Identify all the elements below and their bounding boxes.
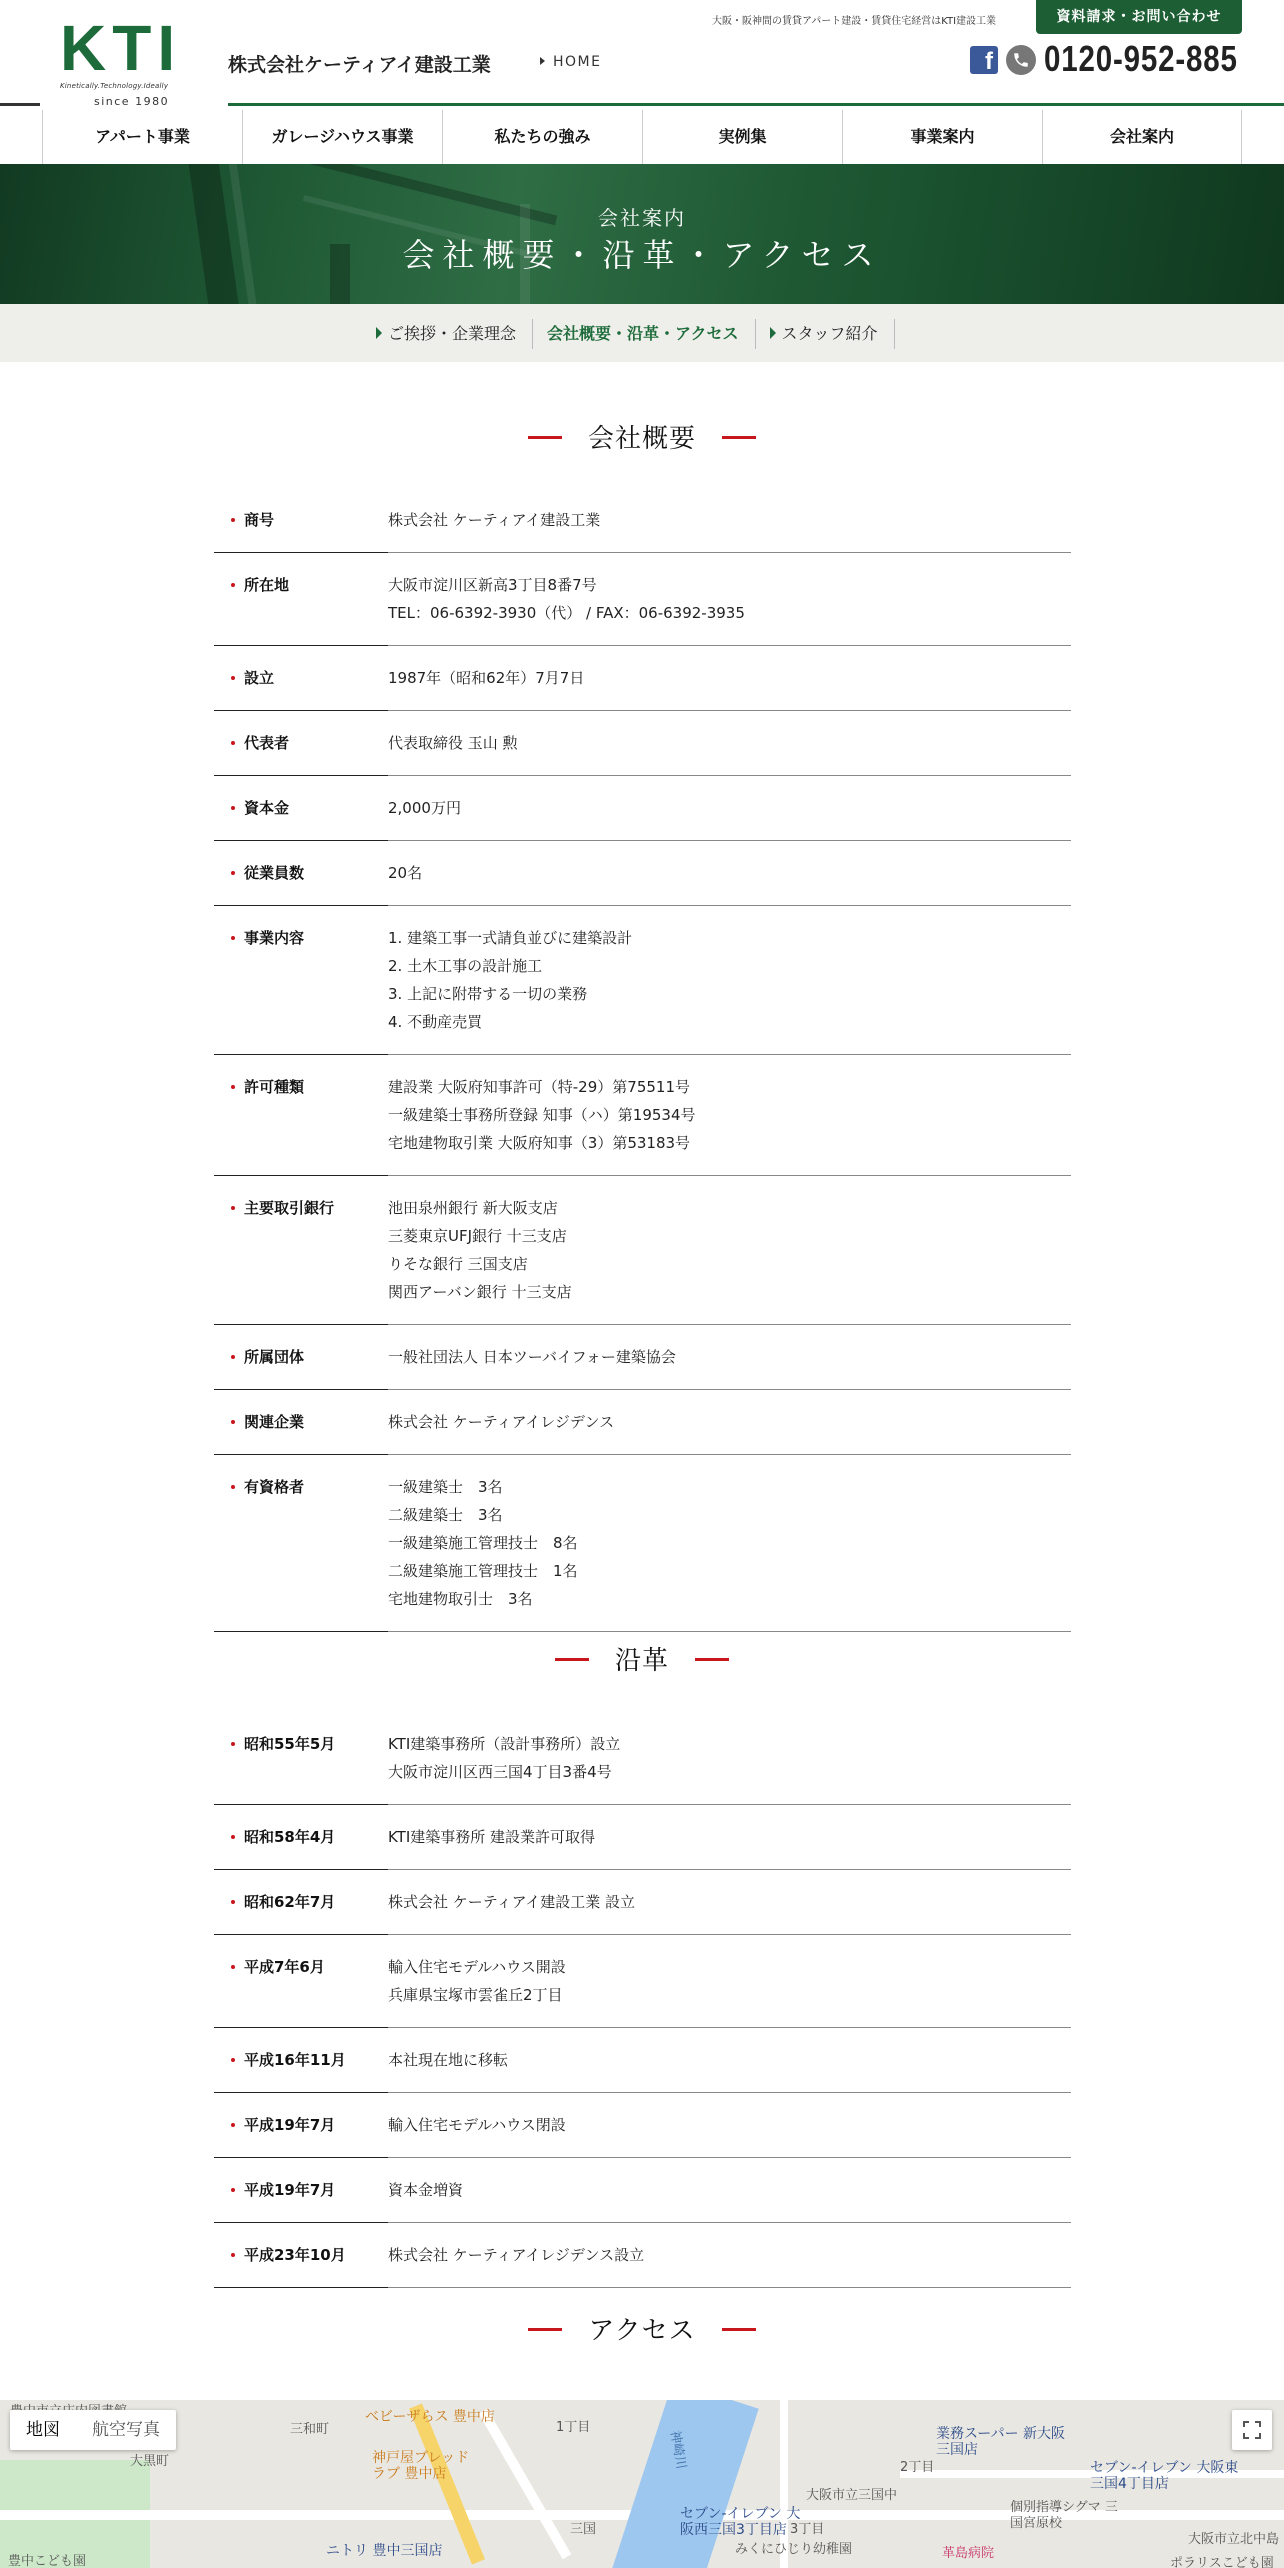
map-label: 神崎川	[666, 2429, 689, 2471]
heading-dash	[722, 2328, 756, 2331]
header-divider-left	[0, 103, 40, 106]
row-value-line: 2,000万円	[388, 799, 461, 817]
row-value	[388, 2111, 1071, 2139]
arrow-right-icon	[540, 57, 545, 65]
row-value	[388, 664, 1071, 692]
triangle-right-icon	[770, 327, 776, 339]
row-value-line: 三菱東京UFJ銀行 十三支店	[388, 1227, 567, 1245]
table-row	[214, 1055, 1071, 1176]
logo-letters: KTI	[60, 12, 182, 84]
map-label: 革島病院	[942, 2546, 995, 2561]
heading-dash	[528, 2328, 562, 2331]
row-value	[388, 2176, 1071, 2204]
hero-subtitle: 会社案内	[598, 206, 686, 230]
row-value-line: 関西アーバン銀行 十三支店	[388, 1283, 572, 1301]
row-label: 資本金	[214, 794, 388, 822]
row-value-line: 株式会社 ケーティアイ建設工業	[388, 511, 601, 529]
table-row	[214, 646, 1071, 711]
row-value	[388, 1073, 1071, 1157]
fullscreen-button[interactable]	[1232, 2410, 1272, 2450]
map-label: 1丁目	[556, 2420, 591, 2435]
row-value	[388, 1823, 1071, 1851]
row-value-line: 3. 上記に附帯する一切の業務	[388, 985, 588, 1003]
map-label: みくにひじり幼稚園	[735, 2542, 853, 2557]
overview-heading	[0, 418, 1284, 455]
overview-table	[214, 488, 1071, 1632]
contact-button[interactable]: 資料請求・お問い合わせ	[1036, 0, 1242, 34]
row-label: 所属団体	[214, 1343, 388, 1371]
row-label: 設立	[214, 664, 388, 692]
row-label: 所在地	[214, 571, 388, 627]
row-value-line: KTI建築事務所 建設業許可取得	[388, 1828, 596, 1846]
nav-item-company[interactable]: 会社案内	[1042, 110, 1242, 164]
map-label: 2丁目	[900, 2460, 935, 2475]
map-tab-satellite[interactable]: 航空写真	[92, 2420, 160, 2440]
map-label: ポラリスこども園	[1170, 2556, 1274, 2568]
row-label: 有資格者	[214, 1473, 388, 1613]
table-row	[214, 1176, 1071, 1325]
row-value-line: 1. 建築工事一式請負並びに建築設計	[388, 929, 633, 947]
row-value-line: 宅地建物取引業 大阪府知事（3）第53183号	[388, 1134, 691, 1152]
row-value-line: 大阪市淀川区西三国4丁目3番4号	[388, 1763, 612, 1781]
row-value-line: 一級建築士 3名	[388, 1478, 503, 1496]
history-heading	[0, 1640, 1284, 1677]
row-value-line: 一級建築施工管理技士 8名	[388, 1534, 578, 1552]
phone-number[interactable]: 0120-952-885	[1044, 38, 1238, 79]
table-row	[214, 2093, 1071, 2158]
row-label: 昭和62年7月	[214, 1888, 388, 1916]
subnav-overview[interactable]	[533, 319, 756, 349]
heading-text: アクセス	[588, 2316, 696, 2346]
row-value-line: りそな銀行 三国支店	[388, 1255, 528, 1273]
nav-item-business[interactable]: 事業案内	[842, 110, 1042, 164]
row-value-line: 4. 不動産売買	[388, 1013, 483, 1031]
row-value-line: 輸入住宅モデルハウス閉設	[388, 2116, 566, 2134]
table-row	[214, 1712, 1071, 1805]
nav-item-garage-house[interactable]: ガレージハウス事業	[242, 110, 442, 164]
row-value	[388, 924, 1071, 1036]
row-label: 昭和58年4月	[214, 1823, 388, 1851]
row-value	[388, 571, 1071, 627]
map-label: 大黒町	[130, 2454, 170, 2469]
row-value-line: 池田泉州銀行 新大阪支店	[388, 1199, 558, 1217]
heading-text: 沿革	[614, 1646, 669, 1676]
row-value-line: 輸入住宅モデルハウス開設	[388, 1958, 566, 1976]
facebook-icon[interactable]: f	[970, 46, 998, 74]
row-label: 平成7年6月	[214, 1953, 388, 2009]
row-value	[388, 1473, 1071, 1613]
heading-dash	[528, 436, 562, 439]
row-label: 平成23年10月	[214, 2241, 388, 2269]
row-value-line: 一級建築士事務所登録 知事（ハ）第19534号	[388, 1106, 696, 1124]
nav-item-examples[interactable]: 実例集	[642, 110, 842, 164]
row-label: 主要取引銀行	[214, 1194, 388, 1306]
heading-dash	[695, 1658, 729, 1661]
row-value	[388, 506, 1071, 534]
history-table	[214, 1712, 1071, 2288]
phone-icon	[1006, 45, 1036, 75]
row-value-line: 株式会社 ケーティアイレジデンス	[388, 1413, 615, 1431]
access-heading	[0, 2310, 1284, 2347]
row-value-line: 株式会社 ケーティアイ建設工業 設立	[388, 1893, 635, 1911]
table-row	[214, 2223, 1071, 2288]
row-label: 昭和55年5月	[214, 1730, 388, 1786]
row-label: 事業内容	[214, 924, 388, 1036]
table-row	[214, 841, 1071, 906]
row-value-line: 建設業 大阪府知事許可（特-29）第75511号	[388, 1078, 690, 1096]
kti-logo[interactable]	[60, 12, 210, 108]
nav-item-strengths[interactable]: 私たちの強み	[442, 110, 642, 164]
map-tab-map[interactable]: 地図	[26, 2420, 60, 2440]
row-value-line: 宅地建物取引士 3名	[388, 1590, 533, 1608]
google-map[interactable]	[0, 2400, 1284, 2568]
heading-text: 会社概要	[587, 424, 696, 454]
row-value	[388, 729, 1071, 757]
row-value-line: 20名	[388, 864, 423, 882]
logo-since: since 1980	[94, 95, 170, 108]
row-label: 許可種類	[214, 1073, 388, 1157]
company-name[interactable]: 株式会社ケーティアイ建設工業	[228, 54, 491, 76]
row-label: 平成19年7月	[214, 2176, 388, 2204]
row-value-line: 代表取締役 玉山 勲	[388, 734, 518, 752]
table-row	[214, 1390, 1071, 1455]
map-type-tabs	[10, 2410, 176, 2450]
table-row	[214, 1935, 1071, 2028]
sub-nav	[0, 304, 1284, 362]
map-label: 三和町	[290, 2422, 330, 2437]
row-value	[388, 1953, 1071, 2009]
map-label: 三国	[570, 2522, 597, 2537]
home-link[interactable]	[540, 54, 601, 70]
logo-tagline: Kinetically.Technology.Ideally	[60, 82, 169, 90]
row-value	[388, 859, 1071, 887]
row-label: 平成16年11月	[214, 2046, 388, 2074]
map-label: 3丁目	[790, 2522, 825, 2537]
row-value	[388, 1888, 1071, 1916]
row-label: 商号	[214, 506, 388, 534]
heading-dash	[555, 1658, 589, 1661]
table-row	[214, 2158, 1071, 2223]
heading-dash	[722, 436, 756, 439]
subnav-label: スタッフ紹介	[781, 324, 878, 343]
header-tagline: 大阪・阪神間の賃貸アパート建設・賃貸住宅経営はKTI建設工業	[712, 16, 997, 27]
row-value-line: 株式会社 ケーティアイレジデンス設立	[388, 2246, 645, 2264]
map-label: ニトリ 豊中三国店	[326, 2543, 443, 2559]
home-link-label: HOME	[553, 54, 602, 70]
site-header	[0, 0, 1284, 110]
row-value-line: 2. 土木工事の設計施工	[388, 957, 543, 975]
page-title: 会社概要・沿革・アクセス	[402, 236, 882, 274]
row-value-line: 一般社団法人 日本ツーバイフォー建築協会	[388, 1348, 676, 1366]
row-label: 関連企業	[214, 1408, 388, 1436]
row-value	[388, 2241, 1071, 2269]
row-value-line: KTI建築事務所（設計事務所）設立	[388, 1735, 621, 1753]
map-label: 大阪市立北中島	[1188, 2532, 1280, 2547]
map-label: セブン-イレブン 大阪東三国4丁目店	[1090, 2460, 1239, 2492]
header-divider	[228, 103, 1284, 106]
map-label: 個別指導シグマ 三国宮原校	[1010, 2500, 1118, 2531]
row-value-line: 本社現在地に移転	[388, 2051, 509, 2069]
map-label: 豊中こども園	[8, 2554, 87, 2568]
row-value-line: 1987年（昭和62年）7月7日	[388, 669, 585, 687]
row-value-line: 兵庫県宝塚市雲雀丘2丁目	[388, 1986, 563, 2004]
subnav-label: ご挨拶・企業理念	[388, 324, 517, 343]
row-label: 従業員数	[214, 859, 388, 887]
fullscreen-icon	[1232, 2410, 1272, 2450]
map-label: 業務スーパー 新大阪三国店	[936, 2426, 1066, 2458]
table-row	[214, 1455, 1071, 1632]
table-row	[214, 776, 1071, 841]
row-value-line: 二級建築士 3名	[388, 1506, 503, 1524]
row-value	[388, 1343, 1071, 1371]
map-label: 大阪市立三国中	[806, 2488, 898, 2503]
row-value	[388, 794, 1071, 822]
table-row	[214, 1870, 1071, 1935]
table-row	[214, 906, 1071, 1055]
page-hero	[0, 164, 1284, 304]
row-value	[388, 2046, 1071, 2074]
row-value-line: TEL：06-6392-3930（代） / FAX：06-6392-3935	[388, 604, 745, 622]
map-label: セブン-イレブン 大阪西三国3丁目店	[680, 2506, 801, 2538]
row-value-line: 資本金増資	[388, 2181, 464, 2199]
triangle-right-icon	[376, 327, 382, 339]
row-value	[388, 1194, 1071, 1306]
row-label: 平成19年7月	[214, 2111, 388, 2139]
table-row	[214, 1805, 1071, 1870]
table-row	[214, 1325, 1071, 1390]
table-row	[214, 2028, 1071, 2093]
nav-item-apartment[interactable]: アパート事業	[42, 110, 242, 164]
table-row	[214, 553, 1071, 646]
row-value	[388, 1730, 1071, 1786]
table-row	[214, 488, 1071, 553]
row-value-line: 大阪市淀川区新高3丁目8番7号	[388, 576, 597, 594]
table-row	[214, 711, 1071, 776]
global-nav	[0, 110, 1284, 164]
subnav-greeting[interactable]	[362, 319, 533, 349]
row-label: 代表者	[214, 729, 388, 757]
subnav-label: 会社概要・沿革・アクセス	[547, 324, 739, 343]
map-label: 神戸屋ブレッド ラブ 豊中店	[372, 2450, 470, 2482]
row-value	[388, 1408, 1071, 1436]
map-label: ベビーザらス 豊中店	[365, 2409, 495, 2425]
subnav-staff[interactable]	[756, 319, 895, 349]
row-value-line: 二級建築施工管理技士 1名	[388, 1562, 578, 1580]
